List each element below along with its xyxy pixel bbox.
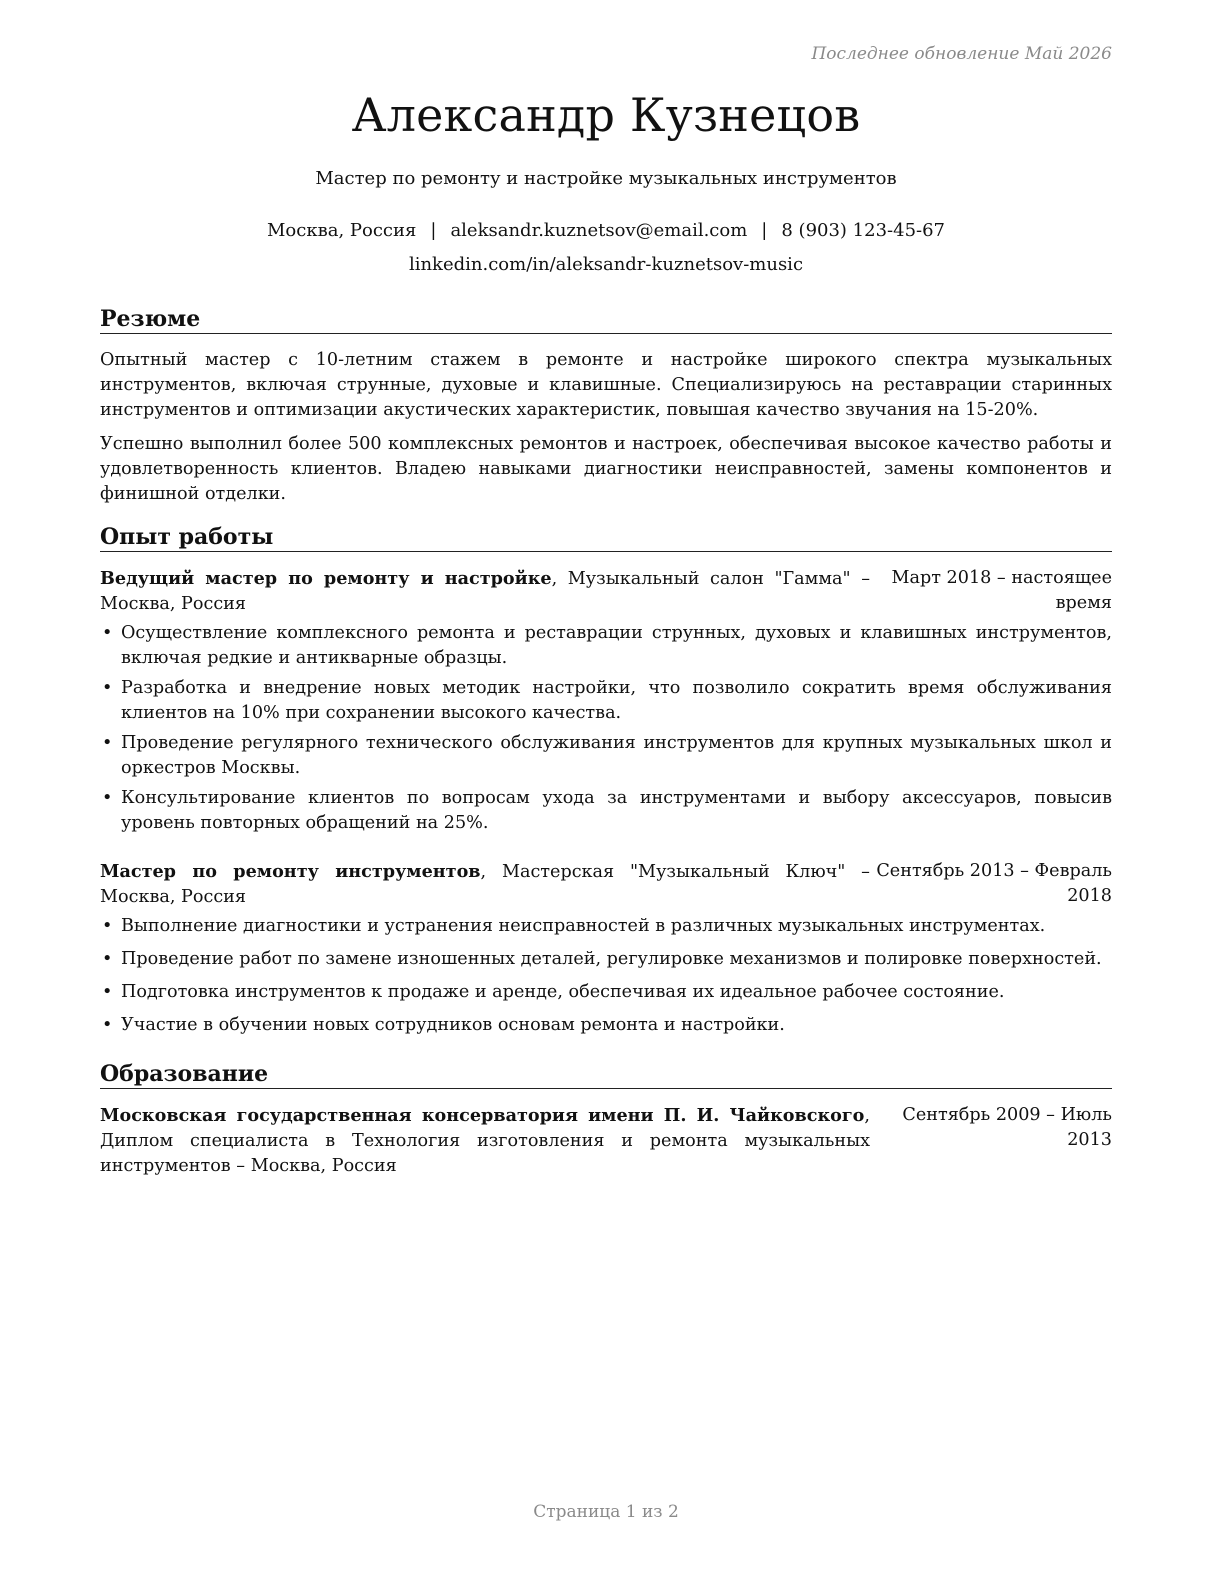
list-item: • Проведение регулярного технического обслуживания инструментов для крупных музыкальных школ и оркестров Москвы.: [100, 731, 1112, 781]
education-details: , Диплом специалиста в Технология изготовления и ремонта музыкальных инструментов – Москва, Россия: [100, 1106, 870, 1176]
job-position: Ведущий мастер по ремонту и настройке: [100, 568, 552, 589]
section-title-education: Образование: [100, 1061, 1112, 1089]
job-position: Мастер по ремонту инструментов: [100, 861, 481, 882]
location: Москва, Россия: [266, 220, 417, 241]
job-dates: Сентябрь 2013 – Февраль 2018: [876, 861, 1112, 906]
job-position-company: [100, 859, 870, 910]
list-item: • Выполнение диагностики и устранения неисправностей в различных музыкальных инструментах.: [100, 914, 1112, 939]
list-item: • Проведение работ по замене изношенных деталей, регулировке механизмов и полировке поверхностей.: [100, 947, 1112, 972]
list-item: • Осуществление комплексного ремонта и реставрации струнных, духовых и клавишных инструментов, включая редкие и антикварные образцы.: [100, 621, 1112, 671]
linkedin-link[interactable]: linkedin.com/in/aleksandr-kuznetsov-music: [408, 254, 804, 275]
contact-line: [100, 220, 1112, 241]
education-institution-details: [100, 1103, 870, 1179]
separator: |: [761, 220, 768, 241]
candidate-name: Александр Кузнецов: [351, 88, 861, 142]
education-item: [100, 1103, 1112, 1179]
job-bullets: [100, 914, 1112, 1038]
summary-paragraph: Успешно выполнил более 500 комплексных ремонтов и настроек, обеспечивая высокое качество работы и удовлетворенность клиентов. Владею навыками диагностики неисправностей, замены компонентов и финишной отделки.: [100, 434, 1112, 504]
last-updated: Последнее обновление Май 2026: [811, 44, 1112, 64]
education-institution: Московская государственная консерватория имени П. И. Чайковского: [100, 1105, 865, 1126]
section-title-summary: Резюме: [100, 306, 1112, 334]
section-title-experience: Опыт работы: [100, 524, 1112, 552]
job-company: , Мастерская "Музыкальный Ключ" – Москва, Россия: [100, 862, 870, 907]
separator: |: [430, 220, 437, 241]
page-number: Страница 1 из 2: [533, 1502, 679, 1522]
job-bullets: [100, 621, 1112, 836]
resume-page: [100, 0, 1112, 1584]
job-position-company: [100, 566, 870, 617]
candidate-title: Мастер по ремонту и настройке музыкальных инструментов: [315, 168, 897, 189]
email-link[interactable]: aleksandr.kuznetsov@email.com: [450, 220, 748, 241]
list-item: • Участие в обучении новых сотрудников основам ремонта и настройки.: [100, 1013, 1112, 1038]
list-item: • Разработка и внедрение новых методик настройки, что позволило сократить время обслуживания клиентов на 10% при сохранении высокого качества.: [100, 676, 1112, 726]
job-dates: Март 2018 – настоящее время: [891, 568, 1112, 613]
list-item: • Подготовка инструментов к продаже и аренде, обеспечивая их идеальное рабочее состояние.: [100, 980, 1112, 1005]
phone: 8 (903) 123-45-67: [781, 220, 946, 241]
summary-paragraph: Опытный мастер с 10-летним стажем в ремонте и настройке широкого спектра музыкальных инструментов, включая струнные, духовые и клавишные. Специализируюсь на реставрации старинных инструментов и оптимизации акустических характеристик, повышая качество звучания на 15-20%.: [100, 350, 1112, 420]
job-header: [100, 859, 1112, 910]
job-header: [100, 566, 1112, 617]
job-company: , Музыкальный салон "Гамма" – Москва, Россия: [100, 569, 870, 614]
education-dates: Сентябрь 2009 – Июль 2013: [902, 1105, 1112, 1150]
list-item: • Консультирование клиентов по вопросам ухода за инструментами и выбору аксессуаров, повысив уровень повторных обращений на 25%.: [100, 786, 1112, 836]
